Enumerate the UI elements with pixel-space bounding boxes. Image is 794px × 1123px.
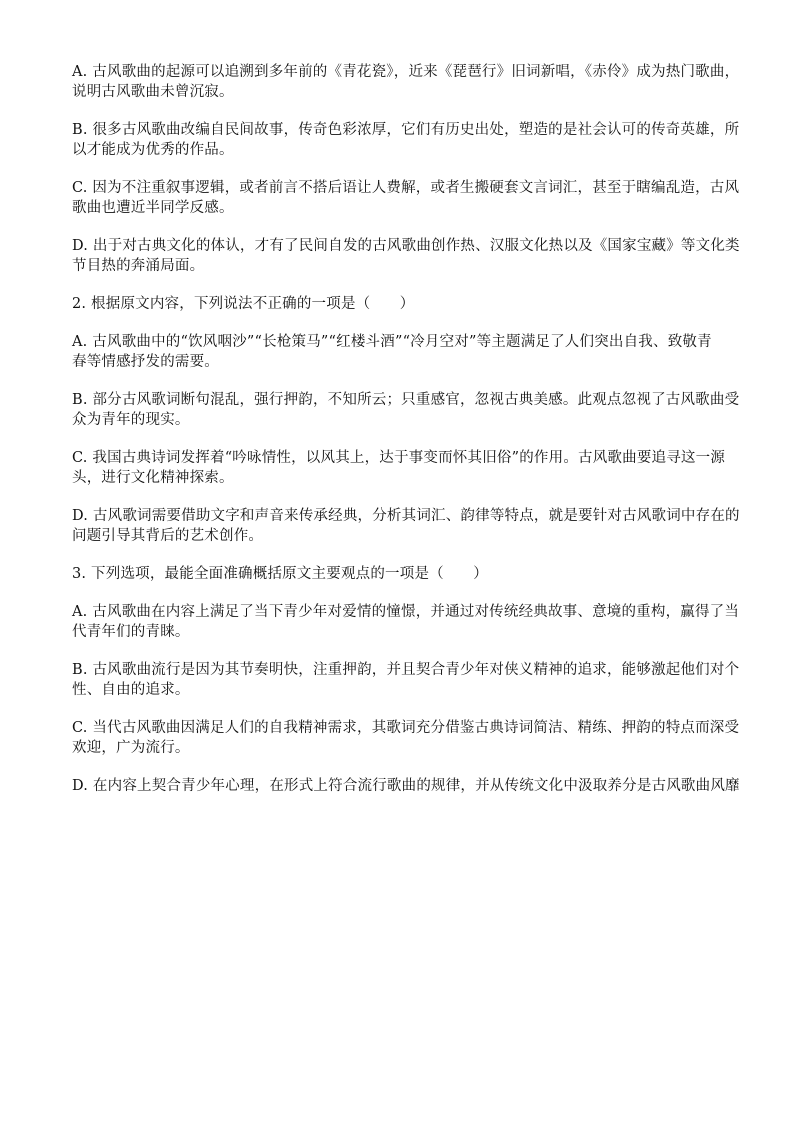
option-3d: [72, 776, 740, 796]
text-line: 性、自由的追求。: [72, 682, 190, 698]
option-2a: [72, 332, 722, 372]
document-page: [72, 62, 740, 796]
text-line: 以才能成为优秀的作品。: [72, 142, 234, 158]
option-2c: [72, 448, 726, 488]
option-3c: [72, 718, 740, 758]
option-3b: [72, 660, 740, 700]
text-line: 问题引导其背后的艺术创作。: [72, 528, 264, 544]
question-stem: 2. 根据原文内容，下列说法不正确的一项是（ ）: [72, 296, 415, 312]
text-line: C. 我国古典诗词发挥着“吟咏情性，以风其上，达于事变而怀其旧俗”的作用。古风歌曲要追寻这一源: [72, 450, 726, 466]
option-1d: [72, 236, 740, 276]
option-1c: [72, 178, 740, 218]
text-line: C. 因为不注重叙事逻辑，或者前言不搭后语让人费解，或者生搬硬套文言词汇，甚至于瞎编乱造，古风: [72, 180, 740, 196]
text-line: 代青年们的青睐。: [72, 624, 190, 640]
text-line: A. 古风歌曲在内容上满足了当下青少年对爱情的憧憬，并通过对传统经典故事、意境的重构，赢得了当: [72, 604, 740, 620]
text-line: A. 古风歌曲的起源可以追溯到多年前的《青花瓷》，近来《琵琶行》旧词新唱，《赤伶》成为热门歌曲，: [72, 64, 740, 80]
option-2b: [72, 390, 740, 430]
text-line: A. 古风歌曲中的“饮风咽沙”“长枪策马”“红楼斗酒”“冷月空对”等主题满足了人们突出自我、致敬青: [72, 334, 712, 350]
text-line: 头，进行文化精神探索。: [72, 470, 234, 486]
text-line: C. 当代古风歌曲因满足人们的自我精神需求，其歌词充分借鉴古典诗词简洁、精练、押韵的特点而深受: [72, 720, 740, 736]
text-line: D. 在内容上契合青少年心理，在形式上符合流行歌曲的规律，并从传统文化中汲取养分是古风歌曲风靡: [72, 778, 740, 794]
question-stem: 3. 下列选项，最能全面准确概括原文主要观点的一项是（ ）: [72, 566, 488, 582]
question-3: [72, 564, 722, 584]
option-2d: [72, 506, 740, 546]
text-line: 欢迎，广为流行。: [72, 740, 190, 756]
text-line: B. 很多古风歌曲改编自民间故事，传奇色彩浓厚，它们有历史出处，塑造的是社会认可的传奇英雄，所: [72, 122, 740, 138]
text-line: D. 出于对古典文化的体认，才有了民间自发的古风歌曲创作热、汉服文化热以及《国家宝藏》等文化类: [72, 238, 740, 254]
text-line: B. 部分古风歌词断句混乱，强行押韵，不知所云；只重感官，忽视古典美感。此观点忽视了古风歌曲受: [72, 392, 740, 408]
text-line: 春等情感抒发的需要。: [72, 354, 219, 370]
text-line: 歌曲也遭近半同学反感。: [72, 200, 234, 216]
text-line: 众为青年的现实。: [72, 412, 190, 428]
text-line: 说明古风歌曲未曾沉寂。: [72, 84, 234, 100]
text-line: B. 古风歌曲流行是因为其节奏明快，注重押韵，并且契合青少年对侠义精神的追求，能够激起他们对个: [72, 662, 740, 678]
option-1b: [72, 120, 740, 160]
option-1a: [72, 62, 740, 102]
option-3a: [72, 602, 740, 642]
text-line: 节目热的奔涌局面。: [72, 258, 205, 274]
text-line: D. 古风歌词需要借助文字和声音来传承经典，分析其词汇、韵律等特点，就是要针对古风歌词中存在的: [72, 508, 740, 524]
question-2: [72, 294, 722, 314]
